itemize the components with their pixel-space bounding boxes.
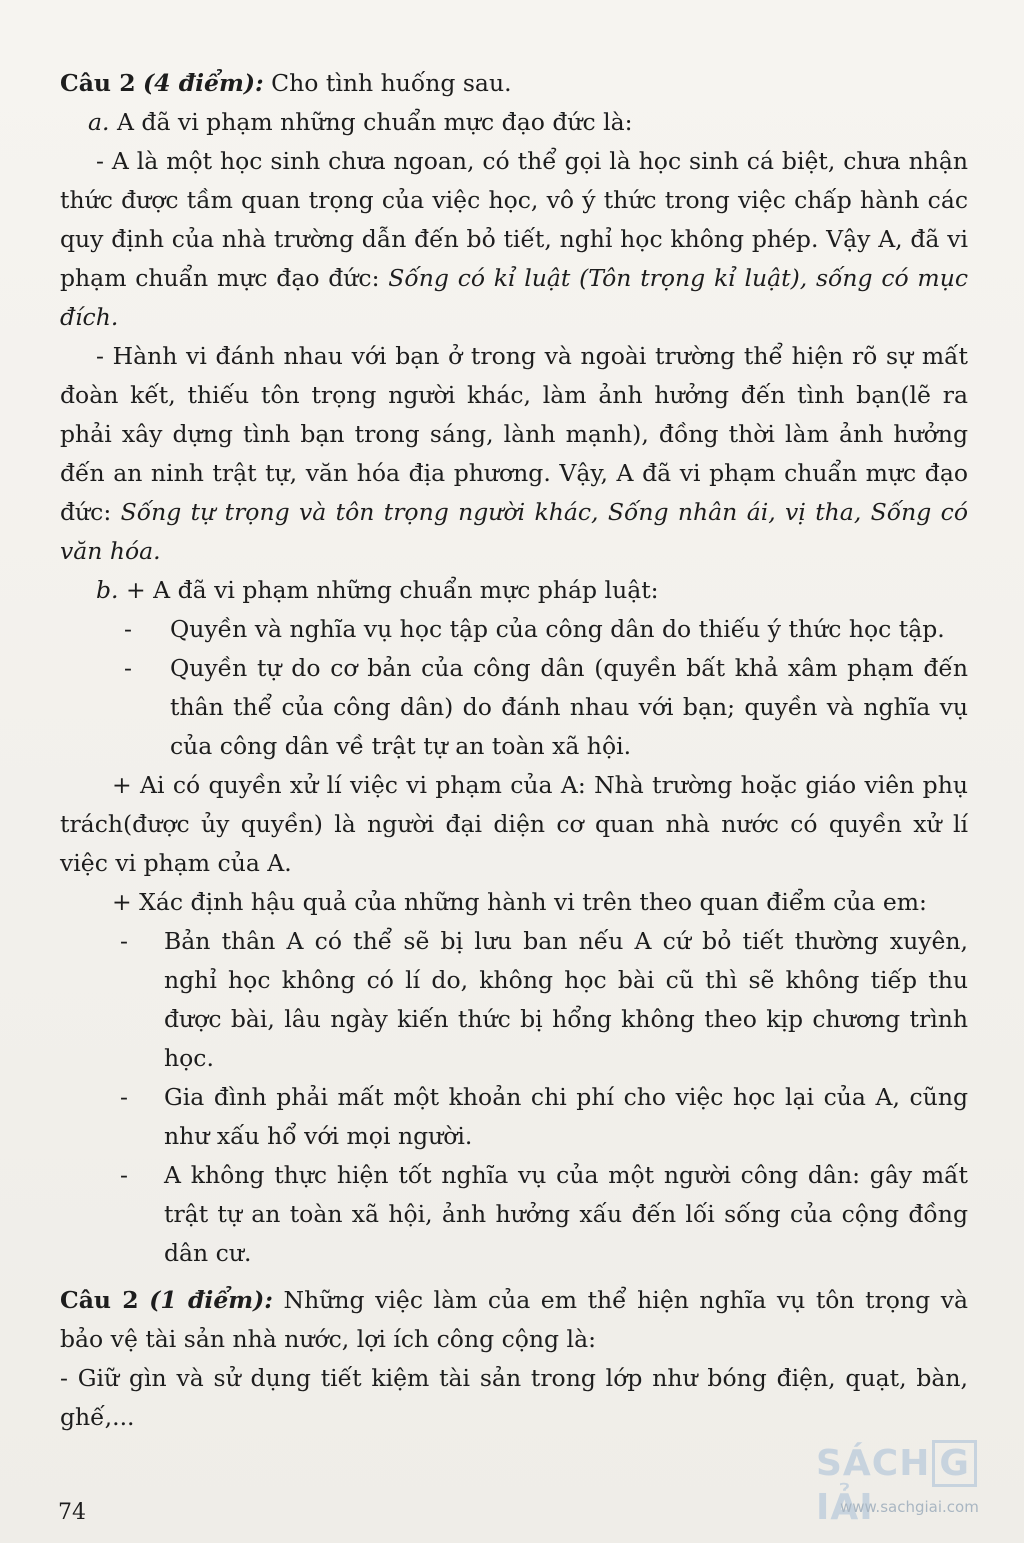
question-heading-2 [60, 1281, 968, 1359]
consequence-item-2 [60, 1078, 968, 1156]
list-item-text: Quyền và nghĩa vụ học tập của công dân do thiếu ý thức học tập. [170, 615, 945, 643]
question-points: (4 điểm): [143, 69, 264, 97]
paragraph-text: - Hành vi đánh nhau với bạn ở trong và ngoài trường thể hiện rõ sự mất đoàn kết, thiếu tôn trọng người khác, làm ảnh hưởng đến tình bạn(lẽ ra phải xây dựng tình bạn trong sáng, lành mạnh), đồng thời làm ảnh hưởng đến an ninh trật tự, văn hóa địa phương. Vậy, A đã vi phạm chuẩn mực đạo đức: [60, 342, 968, 526]
dash-marker: - [120, 1161, 128, 1189]
part-b-marker: b. [96, 576, 119, 604]
part-b-heading [60, 571, 968, 610]
part-b-text: + A đã vi phạm những chuẩn mực pháp luật: [118, 576, 659, 604]
paragraph-moral-1 [60, 142, 968, 337]
dash-marker: - [124, 615, 132, 643]
law-item-2 [60, 649, 968, 766]
brand-left: SÁCH [816, 1443, 931, 1484]
question-label: Câu 2 [60, 1286, 139, 1314]
list-item-text: Bản thân A có thể sẽ bị lưu ban nếu A cứ bỏ tiết thường xuyên, nghỉ học không có lí do, không học bài cũ thì sẽ không tiếp thu được bài, lâu ngày kiến thức bị hổng không theo kịp chương trình học. [164, 927, 968, 1072]
part-a-heading [60, 103, 968, 142]
page-content [60, 64, 968, 1437]
paragraph-moral-2 [60, 337, 968, 571]
watermark-url: www.sachgiai.com [840, 1498, 979, 1516]
consequence-item-1 [60, 922, 968, 1078]
list-item-text: Quyền tự do cơ bản của công dân (quyền bất khả xâm phạm đến thân thể của công dân) do đánh nhau với bạn; quyền và nghĩa vụ của công dân về trật tự an toàn xã hội. [170, 654, 968, 760]
consequence-heading [60, 883, 968, 922]
authority-paragraph [60, 766, 968, 883]
paragraph-text: + Xác định hậu quả của những hành vi trên theo quan điểm của em: [112, 888, 927, 916]
dash-marker: - [120, 1083, 128, 1111]
paragraph-emphasis: Sống tự trọng và tôn trọng người khác, Sống nhân ái, vị tha, Sống có văn hóa. [60, 498, 968, 565]
question-heading-1 [60, 64, 968, 103]
question-intro: Cho tình huống sau. [263, 69, 512, 97]
paragraph-text: - A là một học sinh chưa ngoan, có thể gọi là học sinh cá biệt, chưa nhận thức được tầm quan trọng của việc học, vô ý thức trong việc chấp hành các quy định của nhà trường dẫn đến bỏ tiết, nghỉ học không phép. Vậy A, đã vi phạm chuẩn mực đạo đức: [60, 147, 968, 292]
action-item-1 [60, 1359, 968, 1437]
part-a-text: A đã vi phạm những chuẩn mực đạo đức là: [109, 108, 633, 136]
question-label: Câu 2 [60, 69, 136, 97]
dash-marker: - [124, 654, 132, 682]
dash-marker: - [120, 927, 128, 955]
list-item-text: A không thực hiện tốt nghĩa vụ của một người công dân: gây mất trật tự an toàn xã hội, ảnh hưởng xấu đến lối sống của cộng đồng dân cư. [164, 1161, 968, 1267]
list-item-text: Gia đình phải mất một khoản chi phí cho việc học lại của A, cũng như xấu hổ với mọi người. [164, 1083, 968, 1150]
brand-right: IẢI [816, 1487, 874, 1528]
consequence-item-3 [60, 1156, 968, 1273]
list-item-text: - Giữ gìn và sử dụng tiết kiệm tài sản trong lớp như bóng điện, quạt, bàn, ghế,... [60, 1364, 968, 1431]
paragraph-text: + Ai có quyền xử lí việc vi phạm của A: Nhà trường hoặc giáo viên phụ trách(được ủy quyền) là người đại diện cơ quan nhà nước có quyền xử lí việc vi phạm của A. [60, 771, 968, 877]
question-text: Những việc làm của em thể hiện nghĩa vụ tôn trọng và bảo vệ tài sản nhà nước, lợi ích công cộng là: [60, 1286, 968, 1353]
paragraph-emphasis: Sống có kỉ luật (Tôn trọng kỉ luật), sống có mục đích. [60, 264, 968, 331]
page-number: 74 [58, 1500, 86, 1525]
law-item-1 [60, 610, 968, 649]
question-points: (1 điểm): [149, 1286, 273, 1314]
brand-g-box: G [932, 1440, 977, 1487]
part-a-marker: a. [88, 108, 110, 136]
watermark-logo [816, 1440, 1016, 1530]
